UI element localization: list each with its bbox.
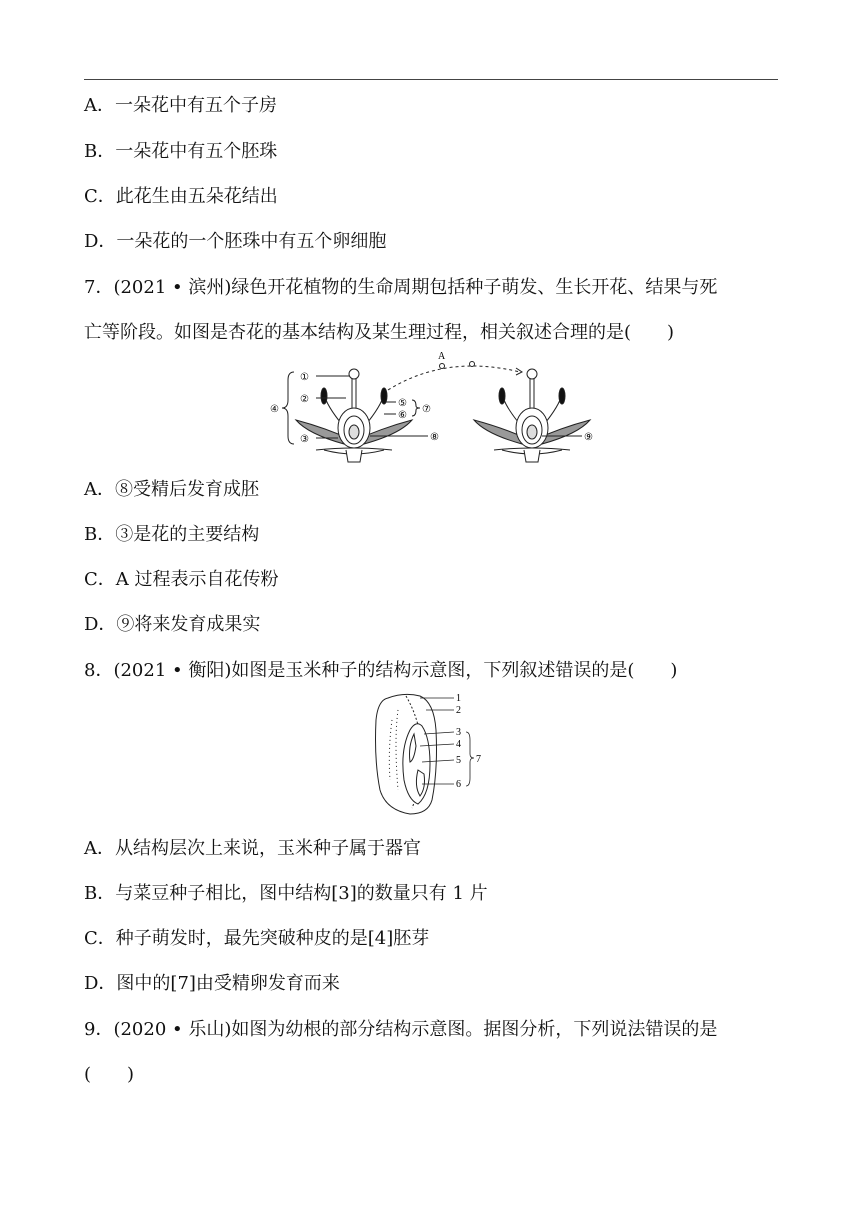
label-5: ⑤ xyxy=(398,398,407,409)
corn-seed-diagram xyxy=(370,690,492,818)
label-a: A xyxy=(438,351,446,362)
q6-option-a: A．一朵花中有五个子房 xyxy=(84,95,277,116)
q7-option-c: C．A 过程表示自花传粉 xyxy=(84,569,279,590)
q8-option-a: A．从结构层次上来说，玉米种子属于器官 xyxy=(84,838,421,859)
label-7: ⑦ xyxy=(422,404,431,415)
label-6: ⑥ xyxy=(398,410,407,421)
q8-option-c: C．种子萌发时，最先突破种皮的是[4]胚芽 xyxy=(84,928,430,949)
q7-option-d: D．⑨将来发育成果实 xyxy=(84,614,261,635)
seed-label-1: 1 xyxy=(456,693,461,704)
label-3: ③ xyxy=(300,434,309,445)
q9-stem-line1: 9．(2020 • 乐山)如图为幼根的部分结构示意图。据图分析，下列说法错误的是 xyxy=(84,1019,718,1040)
seed-label-4: 4 xyxy=(456,739,461,750)
q9-stem-line2: ( ) xyxy=(84,1064,135,1085)
q6-option-d: D．一朵花的一个胚珠中有五个卵细胞 xyxy=(84,231,387,252)
label-4: ④ xyxy=(270,404,279,415)
seed-label-5: 5 xyxy=(456,755,461,766)
seed-label-2: 2 xyxy=(456,705,461,716)
header-rule xyxy=(84,79,778,80)
q7-option-b: B．③是花的主要结构 xyxy=(84,524,260,545)
q8-option-d: D．图中的[7]由受精卵发育而来 xyxy=(84,973,340,994)
label-2: ② xyxy=(300,394,309,405)
left-flower xyxy=(296,369,412,462)
q8-option-b: B．与菜豆种子相比，图中结构[3]的数量只有 1 片 xyxy=(84,883,488,904)
seed-label-3: 3 xyxy=(456,727,461,738)
label-1: ① xyxy=(300,372,309,383)
q6-option-c: C．此花生由五朵花结出 xyxy=(84,186,278,207)
q7-stem-line1: 7．(2021 • 滨州)绿色开花植物的生命周期包括种子萌发、生长开花、结果与死 xyxy=(84,277,718,298)
pollination-arc xyxy=(388,366,520,390)
q6-option-b: B．一朵花中有五个胚珠 xyxy=(84,141,278,162)
apricot-flower-diagram xyxy=(266,350,602,468)
seed-label-6: 6 xyxy=(456,779,461,790)
right-flower xyxy=(474,369,590,462)
q7-option-a: A．⑧受精后发育成胚 xyxy=(84,479,259,500)
q7-stem-line2: 亡等阶段。如图是杏花的基本结构及某生理过程，相关叙述合理的是( ) xyxy=(84,322,675,343)
q8-stem: 8．(2021 • 衡阳)如图是玉米种子的结构示意图，下列叙述错误的是( ) xyxy=(84,660,678,681)
label-9: ⑨ xyxy=(584,432,593,443)
label-8: ⑧ xyxy=(430,432,439,443)
seed-label-7: 7 xyxy=(476,754,481,765)
